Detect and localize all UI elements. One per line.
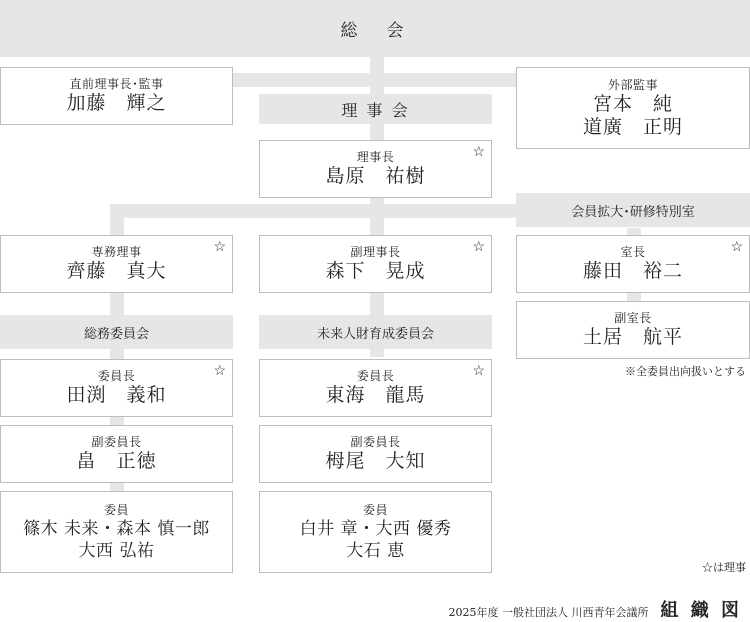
vice-president-box xyxy=(259,235,492,293)
star-legend-note: ☆は理事 xyxy=(702,561,746,574)
external-auditors-role: 外部監事 xyxy=(607,77,658,92)
office-vice-box xyxy=(516,301,750,359)
office-chief-name: 藤田 裕二 xyxy=(582,260,683,282)
footer-title: 組 織 図 xyxy=(660,600,742,621)
general-member-line-1: 篠木 未来・森本 慎一郎 xyxy=(23,518,210,539)
general-members-role: 委員 xyxy=(103,502,129,517)
top-horizontal-line xyxy=(232,73,518,87)
general-chair-name: 田渕 義和 xyxy=(66,384,167,406)
office-vice-role: 副室長 xyxy=(614,311,652,325)
general-vice-name: 畠 正徳 xyxy=(76,450,157,472)
office-chief-box xyxy=(516,235,750,293)
managing-director-role: 専務理事 xyxy=(91,245,142,259)
general-assembly-label: 総 会 xyxy=(340,21,410,41)
all-members-note: ※全委員出向扱いとする xyxy=(625,365,746,378)
general-member-line-2: 大西 弘祐 xyxy=(78,540,155,561)
advisor-role: 直前理事長･監事 xyxy=(69,77,164,91)
advisor-name: 加藤 輝之 xyxy=(66,92,167,114)
advisor-box xyxy=(0,67,233,125)
future-vice-name: 栂尾 大知 xyxy=(325,450,426,472)
managing-director-box xyxy=(0,235,233,293)
future-member-line-1: 白井 章・大西 優秀 xyxy=(299,518,452,539)
director-star-icon: ☆ xyxy=(472,144,485,160)
vice-president-role: 副理事長 xyxy=(350,245,401,259)
future-chair-role: 委員長 xyxy=(356,369,395,383)
external-auditor-name-1: 宮本 純 xyxy=(592,92,673,115)
managing-director-name: 齊藤 真大 xyxy=(66,260,167,282)
general-chair-box xyxy=(0,359,233,417)
future-committee-header: 未来人財育成委員会 xyxy=(316,326,434,342)
president-name: 島原 祐樹 xyxy=(325,165,426,187)
president-box xyxy=(259,140,492,198)
president-role: 理事長 xyxy=(356,150,395,164)
external-auditor-name-2: 道廣 正明 xyxy=(582,115,683,138)
external-auditors-box xyxy=(516,67,750,149)
board-label: 理 事 会 xyxy=(341,100,410,120)
future-chair-box xyxy=(259,359,492,417)
footer-caption: 2025年度 一般社団法人 川西青年会議所 xyxy=(448,606,649,619)
future-member-line-2: 大石 恵 xyxy=(346,540,405,561)
vice-president-name: 森下 晃成 xyxy=(325,260,426,282)
left-branch-line xyxy=(110,204,124,236)
general-members-box xyxy=(0,491,233,573)
director-star-icon: ☆ xyxy=(730,239,743,255)
future-members-role: 委員 xyxy=(362,502,388,517)
future-vice-role: 副委員長 xyxy=(350,435,401,449)
footer xyxy=(448,596,742,622)
director-star-icon: ☆ xyxy=(213,239,226,255)
general-vice-box xyxy=(0,425,233,483)
membership-office-header: 会員拡大･研修特別室 xyxy=(571,204,695,220)
general-committee-header: 総務委員会 xyxy=(83,326,149,342)
future-chair-name: 東海 龍馬 xyxy=(325,384,426,406)
director-star-icon: ☆ xyxy=(213,363,226,379)
mid-horizontal-line xyxy=(110,204,530,218)
general-chair-role: 委員長 xyxy=(97,369,136,383)
future-members-box xyxy=(259,491,492,573)
office-vice-name: 土居 航平 xyxy=(582,326,683,348)
director-star-icon: ☆ xyxy=(472,363,485,379)
office-chief-role: 室長 xyxy=(620,245,646,259)
general-vice-role: 副委員長 xyxy=(91,435,142,449)
director-star-icon: ☆ xyxy=(472,239,485,255)
future-vice-box xyxy=(259,425,492,483)
